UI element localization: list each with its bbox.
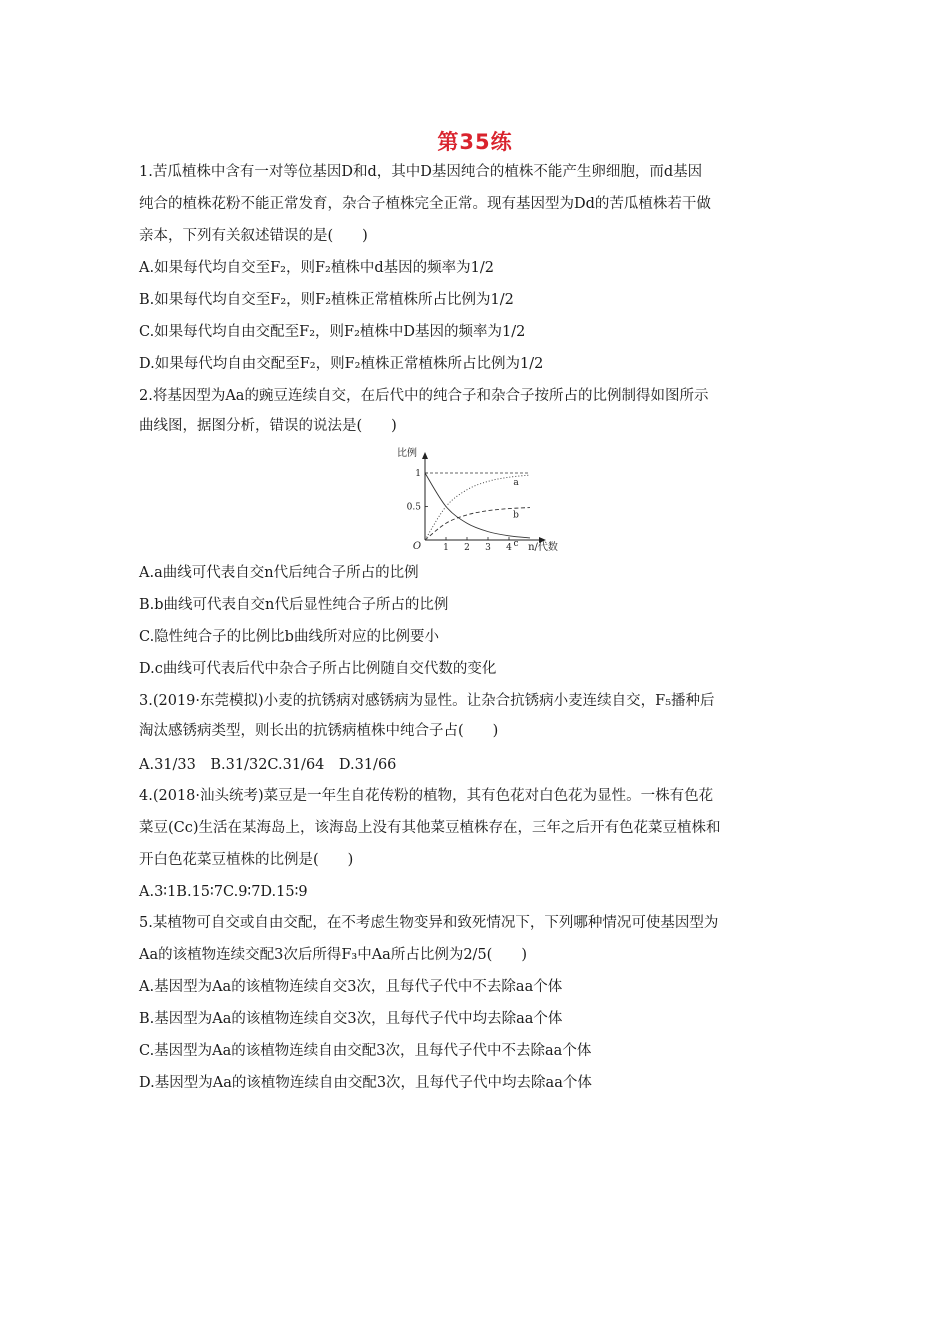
curve-label-b: b: [513, 510, 519, 521]
x-axis-label: n/代数: [528, 542, 558, 553]
x-tick-label: 1: [443, 543, 449, 553]
q5-option-c: C.基因型为Aa的该植物连续自由交配3次，且每代子代中不去除aa个体: [139, 1043, 592, 1059]
x-tick-label: 3: [485, 543, 491, 553]
y-axis-arrow: [422, 452, 428, 459]
q2-option-b: B.b曲线可代表自交n代后显性纯合子所占的比例: [139, 597, 449, 613]
q1-stem-line-1: 1.苦瓜植株中含有一对等位基因D和d，其中D基因纯合的植株不能产生卵细胞，而d基因: [139, 164, 703, 180]
y-tick-label: 1: [415, 469, 421, 479]
q4-stem-line-2: 菜豆(Cc)生活在某海岛上，该海岛上没有其他菜豆植株存在，三年之后开有色花菜豆植株和: [139, 820, 721, 836]
q1-option-d: D.如果每代均自由交配至F₂，则F₂植株正常植株所占比例为1/2: [139, 356, 544, 372]
q1-option-b: B.如果每代均自交至F₂，则F₂植株正常植株所占比例为1/2: [139, 292, 514, 308]
q1-stem-line-3: 亲本，下列有关叙述错误的是( ): [139, 228, 368, 244]
q1-option-c: C.如果每代均自由交配至F₂，则F₂植株中D基因的频率为1/2: [139, 324, 526, 340]
q2-option-c: C.隐性纯合子的比例比b曲线所对应的比例要小: [139, 629, 439, 645]
q4-stem-line-3: 开白色花菜豆植株的比例是( ): [139, 852, 354, 868]
curve-label-c: c: [513, 538, 519, 549]
q5-option-a: A.基因型为Aa的该植物连续自交3次，且每代子代中不去除aa个体: [139, 979, 563, 995]
origin-label: O: [412, 541, 422, 552]
q2-option-a: A.a曲线可代表自交n代后纯合子所占的比例: [139, 565, 419, 581]
page-title: 第35练: [437, 130, 513, 154]
q2-curve-figure: [385, 443, 560, 558]
q3-stem-line-1: 3.(2019·东莞模拟)小麦的抗锈病对感锈病为显性。让杂合抗锈病小麦连续自交，F₅播种后: [139, 693, 715, 709]
q2-chart: [385, 443, 560, 558]
q4-stem-line-1: 4.(2018·汕头统考)菜豆是一年生自花传粉的植物，其有色花对白色花为显性。一株有色花: [139, 788, 714, 804]
q5-option-b: B.基因型为Aa的该植物连续自交3次，且每代子代中均去除aa个体: [139, 1011, 563, 1027]
y-axis-label: 比例: [397, 448, 417, 459]
q1-stem-line-2: 纯合的植株花粉不能正常发育，杂合子植株完全正常。现有基因型为Dd的苦瓜植株若干做: [139, 196, 711, 212]
q3-options: A.31/33 B.31/32C.31/64 D.31/66: [139, 757, 397, 773]
x-tick-label: 2: [464, 543, 470, 553]
curve-label-a: a: [513, 478, 519, 489]
q4-options: A.3∶1B.15∶7C.9∶7D.15∶9: [139, 884, 308, 900]
y-tick-label: 0.5: [406, 502, 421, 513]
q2-stem-line-1: 2.将基因型为Aa的豌豆连续自交，在后代中的纯合子和杂合子按所占的比例制得如图所示: [139, 388, 709, 404]
q5-stem-line-1: 5.某植物可自交或自由交配，在不考虑生物变异和致死情况下，下列哪种情况可使基因型为: [139, 915, 719, 931]
q2-stem-line-2: 曲线图，据图分析，错误的说法是( ): [139, 418, 397, 434]
q2-option-d: D.c曲线可代表后代中杂合子所占比例随自交代数的变化: [139, 661, 497, 677]
q5-stem-line-2: Aa的该植物连续交配3次后所得F₃中Aa所占比例为2/5( ): [139, 947, 527, 963]
q3-stem-line-2: 淘汰感锈病类型，则长出的抗锈病植株中纯合子占( ): [139, 723, 499, 739]
q5-option-d: D.基因型为Aa的该植物连续自由交配3次，且每代子代中均去除aa个体: [139, 1075, 592, 1091]
x-tick-label: 4: [506, 543, 512, 553]
q1-option-a: A.如果每代均自交至F₂，则F₂植株中d基因的频率为1/2: [139, 260, 494, 276]
